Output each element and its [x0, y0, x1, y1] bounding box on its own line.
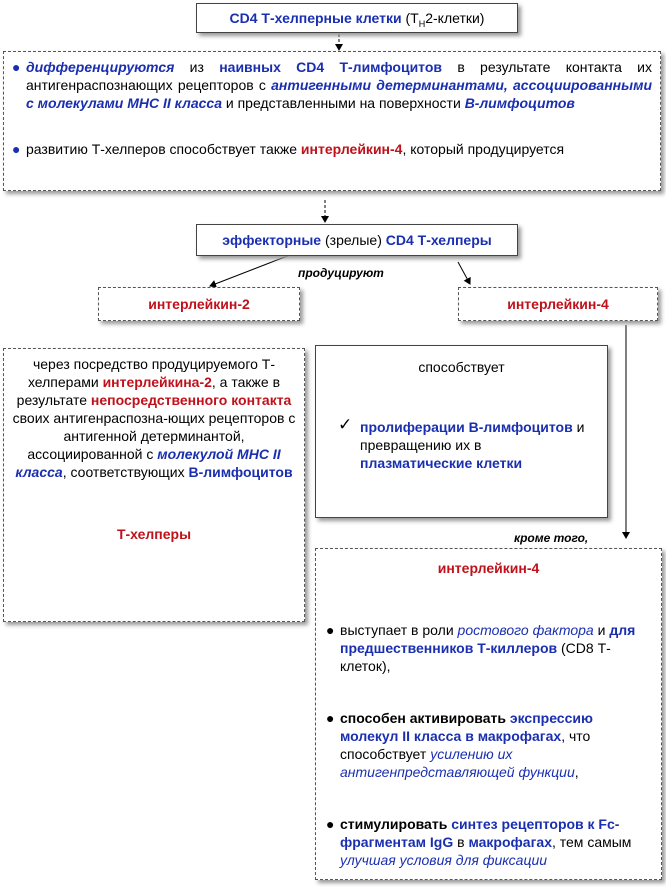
text-improving: улучшая условия для фиксации — [340, 852, 548, 868]
bullet-icon: ● — [12, 59, 21, 75]
text-mhc2: молекулой МНС II класса — [15, 446, 281, 480]
arrow-effector-to-il4 — [458, 262, 470, 284]
il4-functions-box — [315, 548, 662, 880]
text-proliferation: пролиферации — [360, 419, 469, 435]
text-antigen-determinants: антигенными детерминантами, ассоциированными с молекулами МНС II класса — [26, 77, 652, 111]
il4-item-2 — [326, 709, 651, 781]
cd4-helper-title-box — [196, 3, 518, 33]
t-helpers-label: Т-хелперы — [116, 526, 192, 542]
title-end: 2-клетки) — [425, 10, 485, 26]
il4-item-3 — [326, 815, 651, 869]
text-cd8: (CD8 Т-клеток), — [340, 640, 611, 674]
text-cd4-helpers: CD4 Т-хелперы — [385, 232, 492, 248]
bullet-icon: ● — [326, 622, 335, 638]
text-through: через посредство продуцируемого Т-хелперами — [27, 356, 276, 390]
text-and: и — [593, 622, 610, 638]
text-corresponding: , соответствующих — [62, 464, 189, 480]
text-macrophages: макрофагах — [468, 834, 552, 850]
proliferation-item — [326, 415, 597, 472]
text-comma: , — [574, 764, 579, 780]
text-b-lymphocytes: В-лимфоцитов — [188, 464, 293, 480]
il2-label: интерлейкин-2 — [148, 296, 250, 312]
text-development: развитию Т-хелперов способствует также — [26, 141, 301, 157]
text-that: , что способствует — [340, 728, 591, 762]
text-effector: эффекторные — [222, 232, 322, 248]
il2-effect-box — [3, 348, 305, 622]
promotes-label: способствует — [418, 359, 505, 375]
text-killer-precursors: для предшественников Т-киллеров — [340, 622, 636, 656]
effector-box — [196, 224, 518, 256]
text-naive-cd4: наивных CD4 Т-лимфоцитов — [219, 59, 443, 75]
text-produced: , который продуцируется — [402, 141, 565, 157]
text-thereby: , тем самым — [551, 834, 632, 850]
text-receptors: своих антигенраспозна-ющих рецепторов с антигенной детерминантой, ассоциированной с — [12, 410, 296, 462]
arrow-effector-to-il2 — [210, 255, 290, 286]
il4-label: интерлейкин-4 — [507, 296, 609, 312]
text-fc-receptors: синтез рецепторов к Fc-фрагментам IgG — [340, 816, 620, 850]
il4-box — [458, 287, 658, 321]
produce-label: продуцируют — [298, 266, 384, 280]
text-differentiate: дифференцируются — [26, 59, 175, 75]
il4-promotes-box — [315, 345, 608, 518]
text-transform: и превращению их в — [360, 419, 585, 453]
text-mature: (зрелые) — [321, 232, 386, 248]
il2-box — [98, 287, 300, 321]
bullet-icon: ● — [326, 816, 335, 832]
text-b-lymph-2: В-лимфоцитов — [468, 419, 573, 435]
text-plasma-cells: плазматические клетки — [360, 455, 523, 471]
text-enhance: усилению их антигенпредставляющей функции — [340, 746, 575, 780]
il4-item-1 — [326, 621, 651, 675]
il2-effect-text — [10, 355, 298, 481]
text-b-lymph: В-лимфоцитов — [464, 95, 575, 111]
title-main: CD4 Т-хелперные клетки — [229, 10, 402, 26]
text-in: в — [453, 834, 469, 850]
title-paren: (T — [401, 10, 419, 26]
checkmark-icon: ✓ — [338, 415, 353, 434]
diff-paragraph-2 — [12, 140, 652, 158]
text-from: из — [174, 59, 220, 75]
bullet-icon: ● — [12, 141, 21, 157]
besides-label: кроме того, — [514, 531, 589, 545]
bullet-icon: ● — [326, 710, 335, 726]
text-activate: способен активировать — [340, 710, 510, 726]
diff-paragraph-1 — [12, 58, 652, 112]
text-also: , а также в результате — [16, 374, 281, 408]
text-direct-contact: непосредственного контакта — [90, 392, 292, 408]
text-expression: экспрессию молекул II класса в макрофагах — [340, 710, 593, 744]
text-presented: и представленными на поверхности — [221, 95, 465, 111]
text-growth-factor: ростового фактора — [457, 622, 594, 638]
text-acts: выступает в роли — [340, 622, 458, 638]
il4-title: интерлейкин-4 — [437, 560, 540, 576]
title-subscript: H — [418, 18, 426, 29]
text-il4: интерлейкин-4 — [300, 141, 403, 157]
text-il2: интерлейкина-2 — [102, 374, 212, 390]
text-contact: в результате контакта их антигенраспознающих рецепторов с — [26, 59, 652, 93]
differentiation-box — [3, 51, 661, 191]
text-stimulate: стимулировать — [340, 816, 452, 832]
